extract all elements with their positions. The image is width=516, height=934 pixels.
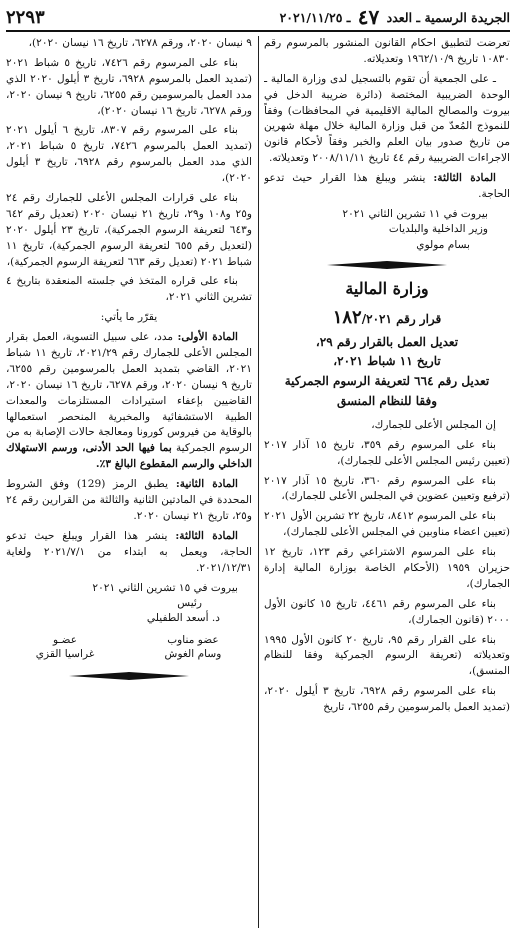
article-text: يطبق الرمز (129) وفق الشروط المحددة في المادتين الثانية والثالثة من القرارين رقم ٢٤ و٢٥، تاريخ ٢١ نيسان ٢٠٢٠. <box>6 478 252 522</box>
article-label: المادة الثالثة: <box>433 172 497 185</box>
paragraph: ٩ نيسان ٢٠٢٠، ورقم ٦٢٧٨، تاريخ ١٦ نيسان ٢٠٢٠)، <box>28 37 252 49</box>
signature-block <box>264 207 510 253</box>
based-on-clause: بناء على المرسوم رقم ٨٣٠٧، تاريخ ٦ أيلول ٢٠٢١ (تمديد العمل بالمرسوم ٧٤٢٦، تاريخ ٥ شباط ٢٠٢١، الذي مدد العمل بالمرسوم رقم ٦٩٢٨، تاريخ ٣ أيلول ٢٠٢٠)، <box>6 124 252 185</box>
based-on-clause: بناء على المرسوم رقم ٣٥٩، تاريخ ١٥ آذار ٢٠١٧ (تعيين رئيس المجلس الأعلى للجمارك)، <box>264 438 510 467</box>
based-on-clause: بناء على المرسوم الاشتراعي رقم ١٢٣، تاريخ ١٢ حزيران ١٩٥٩ (الأحكام الخاصة بوزارة المالية إدارة الجمارك)، <box>264 546 510 590</box>
member-signature <box>6 633 124 663</box>
member-name: غراسيا القزي <box>35 648 95 661</box>
left-column <box>6 36 252 928</box>
member-title: عضو مناوب <box>167 633 219 646</box>
decision-title-line: وفقا للنظام المنسق <box>336 394 438 409</box>
ministry-heading: وزارة المالية <box>345 278 429 298</box>
members-signatures <box>6 633 252 663</box>
signature-title: وزير الداخلية والبلديات <box>388 223 488 236</box>
based-on-clause: بناء على المرسوم رقم ٣٦٠، تاريخ ١٥ آذار ٢٠١٧ (ترفيع وتعيين عضوين في المجلس الأعلى للجمارك)، <box>264 474 510 503</box>
based-on-clause: بناء على قراره المتخذ في جلسته المنعقدة بتاريخ ٤ تشرين الثاني ٢٠٢١، <box>6 275 252 304</box>
based-on-clause: بناء على المرسوم ٨٤١٢، تاريخ ٢٢ تشرين الأول ٢٠٢١ (تعيين اعضاء مناوبين في المجلس الأعلى للجمارك)، <box>264 510 510 539</box>
article-label: المادة الثانية: <box>175 478 238 491</box>
article-label: المادة الأولى: <box>177 331 238 344</box>
paragraph: ـ على الجمعية أن تقوم بالتسجيل لدى وزارة المالية ـ الوحدة الضريبية المختصة (دائرة ضريبة الدخل في بيروت والمصالح المالية الاقليمية في المحافظات) وفقاً للنموذج المُعدّ من قبل وزارة المالية خلال مهلة شهرين من تاريخ صدور بيان العلم والخبر وفقاً لأحكام قانون الاجراءات الضريبية رقم ٤٤ تاريخ ٢٠٠٨/١١/١١ وتعديلاته. <box>264 72 510 165</box>
article-three <box>264 171 510 203</box>
article-one <box>6 330 252 473</box>
member-signature <box>134 633 252 663</box>
signature-name: د. أسعد الطفيلي <box>146 612 220 625</box>
based-on-clause: بناء على قرارات المجلس الأعلى للجمارك رقم ٢٤ و٢٥ و١٠٨ و٢٩، تاريخ ٢١ نيسان ٢٠٢٠ (تعديل رقم ٦٤٢ و٦٤٣ لتعريفة الرسوم الجمركية)، تاريخ ٢٣ أيلول ٢٠٢٠ (لتعديل رقم ٦٥٥ لتعريفة الرسوم الجمركية)، تاريخ ١١ شباط ٢٠٢١ (تعديل رقم ٦٦٣ لتعريفة الرسوم الجمركية)، <box>6 192 252 268</box>
signature-place-date: بيروت في ١٥ تشرين الثاني ٢٠٢١ <box>92 581 238 594</box>
member-name: وسام الغوش <box>164 648 222 661</box>
article-two <box>6 477 252 525</box>
journal-name: الجريدة الرسمية ـ العدد <box>386 10 510 25</box>
decision-title-line: تعديل رقم ٦٦٤ لتعريفة الرسوم الجمركية <box>284 374 490 389</box>
decision-prefix: قرار رقم <box>396 311 442 326</box>
issue-number: ٤٧ <box>357 5 380 29</box>
article-three <box>6 529 252 577</box>
article-text: مدد، على سبيل التسوية، العمل بقرار المجلس الأعلى للجمارك رقم ٢٠٢١/٢٩، تاريخ ١١ شباط ٢٠٢١، القاضي بتمديد العمل بالمرسومين رقم ٦٢٥٥، تاريخ ٩ نيسان ٢٠٢٠، ورقم ٦٢٧٨، تاريخ ١٦ نيسان ٢٠٢٠، القاضيين بإعفاء استيرادات المستلزمات والمعدات الطبية الاستشفائية والمخبرية المنحصر استعمالها بالوقاية من فيروس كورونا ومعالجة حالات الإصابة به من الرسوم الجمركية <box>6 331 252 455</box>
decision-title-line: تعديل العمل بالقرار رقم ٢٩، <box>315 334 459 349</box>
journal-title <box>280 2 510 32</box>
signature-name: بسام مولوي <box>416 238 470 251</box>
page-number: ٢٢٩٣ <box>6 6 45 28</box>
section-separator <box>264 261 510 269</box>
intro-line: إن المجلس الأعلى للجمارك، <box>371 418 496 431</box>
column-divider <box>258 36 259 928</box>
page-header <box>6 4 510 32</box>
issue-date: ـ ٢٠٢١/١١/٢٥ <box>279 10 351 25</box>
based-on-clause: بناء على المرسوم رقم ٤٤٦١، تاريخ ١٥ كانون الأول ٢٠٠٠ (قانون الجمارك)، <box>264 597 510 626</box>
right-column <box>264 36 510 928</box>
paragraph: تعرضت لتطبيق احكام القانون المنشور بالمرسوم رقم ١٠٨٣٠ تاريخ ١٩٦٢/١٠/٩ وتعديلاته. <box>264 37 510 65</box>
signature-place-date: بيروت في ١١ تشرين الثاني ٢٠٢١ <box>342 207 488 220</box>
decision-year: /٢٠٢١ <box>361 311 392 326</box>
based-on-clause: بناء على القرار رقم ٩٥، تاريخ ٢٠ كانون الأول ١٩٩٥ وتعديلاته (تعريفة الرسوم الجمركية وفقا للنظام المنسق)، <box>264 633 510 678</box>
article-label: المادة الثالثة: <box>175 529 239 542</box>
based-on-clause: بناء على المرسوم رقم ٦٩٢٨، تاريخ ٣ أيلول ٢٠٢٠، (تمديد العمل بالمرسومين رقم ٦٢٥٥، تاريخ <box>264 685 510 714</box>
decides-heading: يقرّر ما يأتي: <box>100 311 158 324</box>
article-text: ينشر هذا القرار ويبلغ حيث تدعو الحاجة، ويعمل به ابتداء من ٢٠٢١/٧/١ ولغاية ٢٠٢١/١٢/٣١. <box>6 529 252 574</box>
member-title: عضـو <box>52 633 78 646</box>
decision-number-value: ١٨٢ <box>332 306 362 328</box>
article-text-bold: بما فيها الحد الأدنى، ورسم الاستهلاك الداخلي والرسم المقطوع البالغ ٣٪. <box>6 442 252 471</box>
article-text: ينشر ويبلغ هذا القرار حيث تدعو الحاجة. <box>264 172 510 201</box>
signature-role: رئيس <box>177 596 202 609</box>
decision-title-line: تاريخ ١١ شباط ٢٠٢١، <box>333 354 441 369</box>
decision-number <box>264 303 510 333</box>
based-on-clause: بناء على المرسوم رقم ٧٤٢٦، تاريخ ٥ شباط ٢٠٢١ (تمديد العمل بالمرسوم ٦٩٢٨، تاريخ ٣ أيلول ٢٠٢٠ الذي مدد العمل بالمرسومين رقم ٦٢٥٥، تاريخ ٩ نيسان ٢٠٢٠، ورقم ٦٢٧٨، تاريخ ١٦ نيسان ٢٠٢٠)، <box>6 56 252 117</box>
signature-block <box>6 581 252 627</box>
section-separator <box>6 672 252 680</box>
